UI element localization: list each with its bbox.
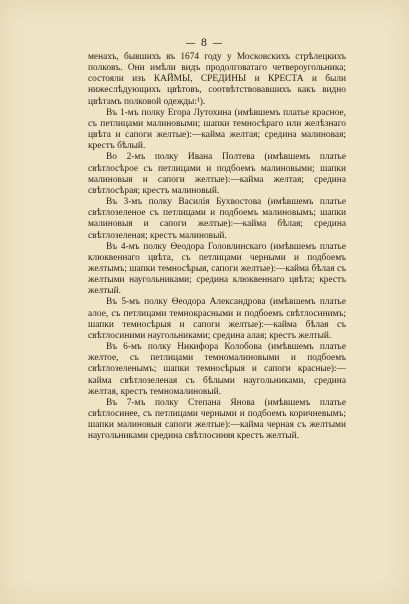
body-text	[88, 52, 346, 442]
paragraph-regiment-7: Въ 7-мъ полку Степана Янова (имѣвшемъ платье свѣтлосинее, съ петлицами черными и подбоемъ коричневымъ; шапки малиновыя сапоги желтые):—кайма черная съ желтыми наугольниками средина свѣтлосиняя крестъ желтый.	[88, 397, 346, 442]
paragraph-regiment-1: Въ 1-мъ полку Егора Лутохина (имѣвшемъ платье красное, съ петлицами малиновыми; шапки темносѣраго или желѣзнаго цвѣта и сапоги желтые):—кайма желтая; средина малиновая; крестъ бѣлый.	[88, 107, 346, 152]
paragraph-regiment-2: Во 2-мъ полку Ивана Полтева (имѣвшемъ платье свѣтлосѣрое съ петлицами и подбоемъ малиновыми; шапки малиновыя и сапоги желтые):—кайма желтая; средина свѣтлосѣрая; крестъ малиновый.	[88, 152, 346, 196]
paragraph-regiment-5: Въ 5-мъ полку Ѳеодора Александрова (имѣвшемъ платье алое, съ петлицами темнокрасными и подбоемъ свѣтлосинимъ; шапки темносѣрыя и сапоги желтые):—кайма бѣлая съ свѣтлосиними наугольниками; средина алая; крестъ желтый.	[88, 297, 346, 341]
paragraph-regiment-4: Въ 4-мъ полку Ѳеодора Головлинскаго (имѣвшемъ платье клюквеннаго цвѣта, съ петлицами черными и подбоемъ желтымъ; шапки темносѣрыя, сапоги желтые):—кайма бѣлая съ желтыми наугольниками; средина клюквеннаго цвѣта; крестъ желтый.	[88, 241, 346, 297]
paragraph-regiment-6: Въ 6-мъ полку Никифора Колобова (имѣвшемъ платье желтое, съ петлицами темномалиновыми и подбоемъ свѣтлозеленымъ; шапки темносѣрыя и сапоги красные):—кайма свѣтлозеленая съ бѣлыми наугольниками, средина желтая, крестъ темномалиновый.	[88, 342, 346, 397]
page-number: — 8 —	[185, 38, 224, 49]
paragraph-continuation: менахъ, бывшихъ въ 1674 году у Московскихъ стрѣлецкихъ полковъ. Они имѣли видъ продолговатаго четвероугольника; состояли изъ КАЙМЫ, СРЕДИНЫ и КРЕСТА и были нижеслѣдующихъ цвѣтовъ, соотвѣтствовавшихъ какъ видно цвѣтамъ полковой одежды:¹).	[88, 52, 346, 107]
paragraph-regiment-3: Въ 3-мъ полку Василія Бухвостова (имѣвшемъ платье свѣтлозеленое съ петлицами и подбоемъ малиновымъ; шапки малиновыя и сапоги желтые):—кайма бѣлая; средина свѣтлозеленая; крестъ малиновый.	[88, 197, 346, 241]
